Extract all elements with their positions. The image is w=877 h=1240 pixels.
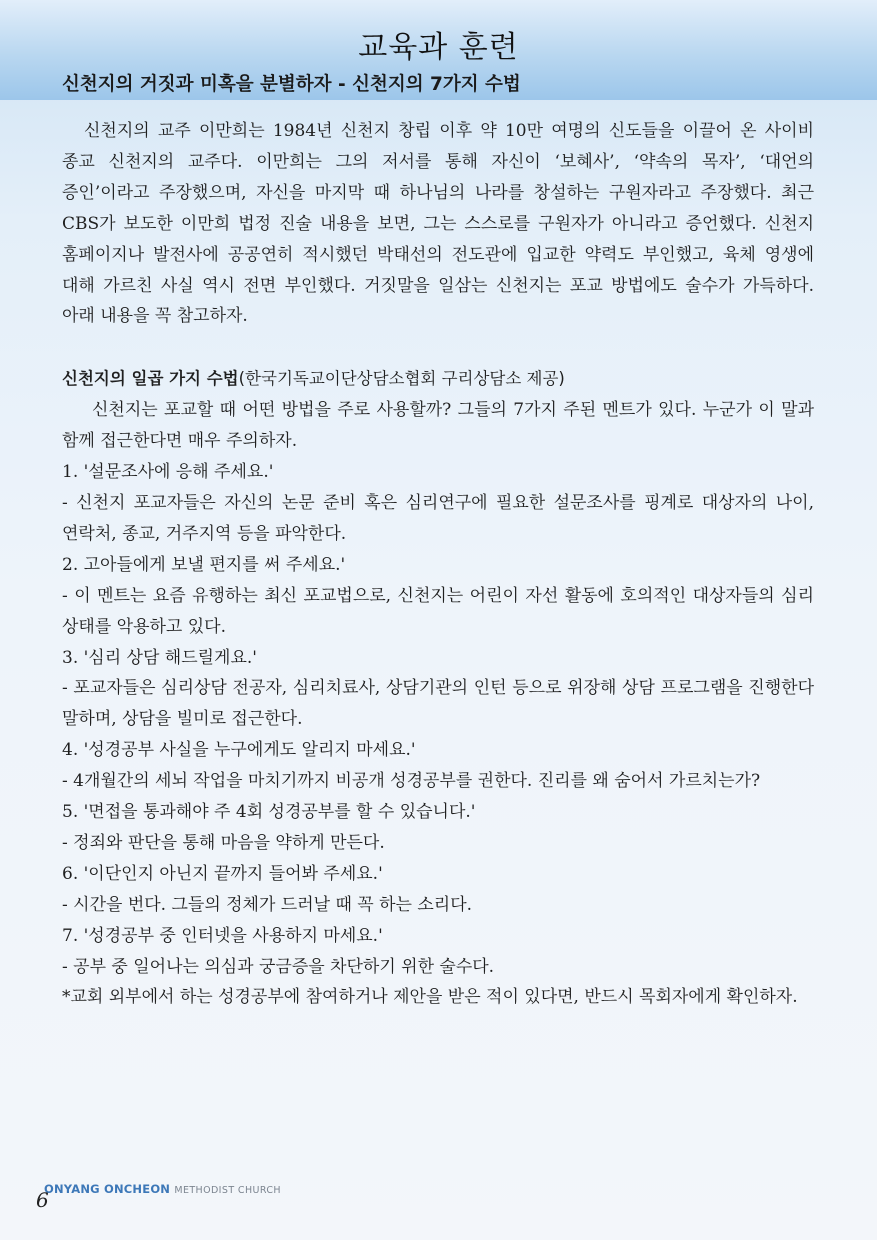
section-title-main: 신천지의 일곱 가지 수법 xyxy=(62,369,239,389)
item-6-description: - 시간을 번다. 그들의 정체가 드러날 때 꼭 하는 소리다. xyxy=(62,894,473,915)
item-5-description: - 정죄와 판단을 통해 마음을 약하게 만든다. xyxy=(62,832,385,853)
church-logo xyxy=(44,1182,281,1196)
item-7-title: 7. '성경공부 중 인터넷을 사용하지 마세요.' xyxy=(62,925,383,946)
item-1-description: - 신천지 포교자들은 자신의 논문 준비 혹은 심리연구에 필요한 설문조사를 핑계로 대상자의 나이, 연락처, 종교, 거주지역 등을 파악한다. xyxy=(62,492,814,544)
item-7-description: - 공부 중 일어나는 의심과 궁금증을 차단하기 위한 술수다. xyxy=(62,956,495,977)
item-4-description: - 4개월간의 세뇌 작업을 마치기까지 비공개 성경공부를 권한다. 진리를 왜 숨어서 가르치는가? xyxy=(62,771,761,792)
page-title: 교육과 훈련 xyxy=(358,30,519,65)
section-intro: 신천지는 포교할 때 어떤 방법을 주로 사용할까? 그들의 7가지 주된 멘트가 있다. 누군가 이 말과 함께 접근한다면 매우 주의하자. xyxy=(62,400,814,452)
page-number: 6 xyxy=(36,1188,49,1212)
item-1-title: 1. '설문조사에 응해 주세요.' xyxy=(62,462,274,483)
item-5-title: 5. '면접을 통과해야 주 4회 성경공부를 할 수 있습니다.' xyxy=(62,802,476,823)
item-4-title: 4. '성경공부 사실을 누구에게도 알리지 마세요.' xyxy=(62,740,416,761)
closing-note: *교회 외부에서 하는 성경공부에 참여하거나 제안을 받은 적이 있다면, 반드시 목회자에게 확인하자. xyxy=(62,987,798,1008)
page-subtitle: 신천지의 거짓과 미혹을 분별하자 - 신천지의 7가지 수법 xyxy=(62,74,521,95)
church-logo-subtitle: METHODIST CHURCH xyxy=(174,1185,281,1196)
section-title xyxy=(62,364,814,395)
item-6-title: 6. '이단인지 아닌지 끝까지 들어봐 주세요.' xyxy=(62,863,383,884)
church-logo-name: ONYANG ONCHEON xyxy=(44,1182,171,1196)
intro-paragraph: 신천지의 교주 이만희는 1984년 신천지 창립 이후 약 10만 여명의 신도들을 이끌어 온 사이비 종교 신천지의 교주다. 이만희는 그의 저서를 통해 자신이 ‘보혜사’, ‘약속의 목자’, ‘대언의 증인’이라고 주장했으며, 자신을 마지막 때 하나님의 나라를 창설하는 구원자라고 주장했다. 최근 CBS가 보도한 이만희 법정 진술 내용을 보면, 그는 스스로를 구원자가 아니라고 증언했다. 신천지 홈페이지나 발전사에 공공연히 적시했던 박태선의 전도관에 입교한 약력도 부인했고, 육체 영생에 대해 가르친 사실 역시 전면 부인했다. 거짓말을 일삼는 신천지는 포교 방법에도 술수가 가득하다. 아래 내용을 꼭 참고하자. xyxy=(62,121,814,327)
article-body xyxy=(62,116,814,1013)
section-title-source: (한국기독교이단상담소협회 구리상담소 제공) xyxy=(238,369,565,389)
item-3-title: 3. '심리 상담 해드릴게요.' xyxy=(62,647,257,668)
item-2-title: 2. 고아들에게 보낼 편지를 써 주세요.' xyxy=(62,554,346,575)
item-2-description: - 이 멘트는 요즘 유행하는 최신 포교법으로, 신천지는 어린이 자선 활동에 호의적인 대상자들의 심리 상태를 악용하고 있다. xyxy=(62,585,814,637)
item-3-description: - 포교자들은 심리상담 전공자, 심리치료사, 상담기관의 인턴 등으로 위장해 상담 프로그램을 진행한다 말하며, 상담을 빌미로 접근한다. xyxy=(62,678,814,730)
